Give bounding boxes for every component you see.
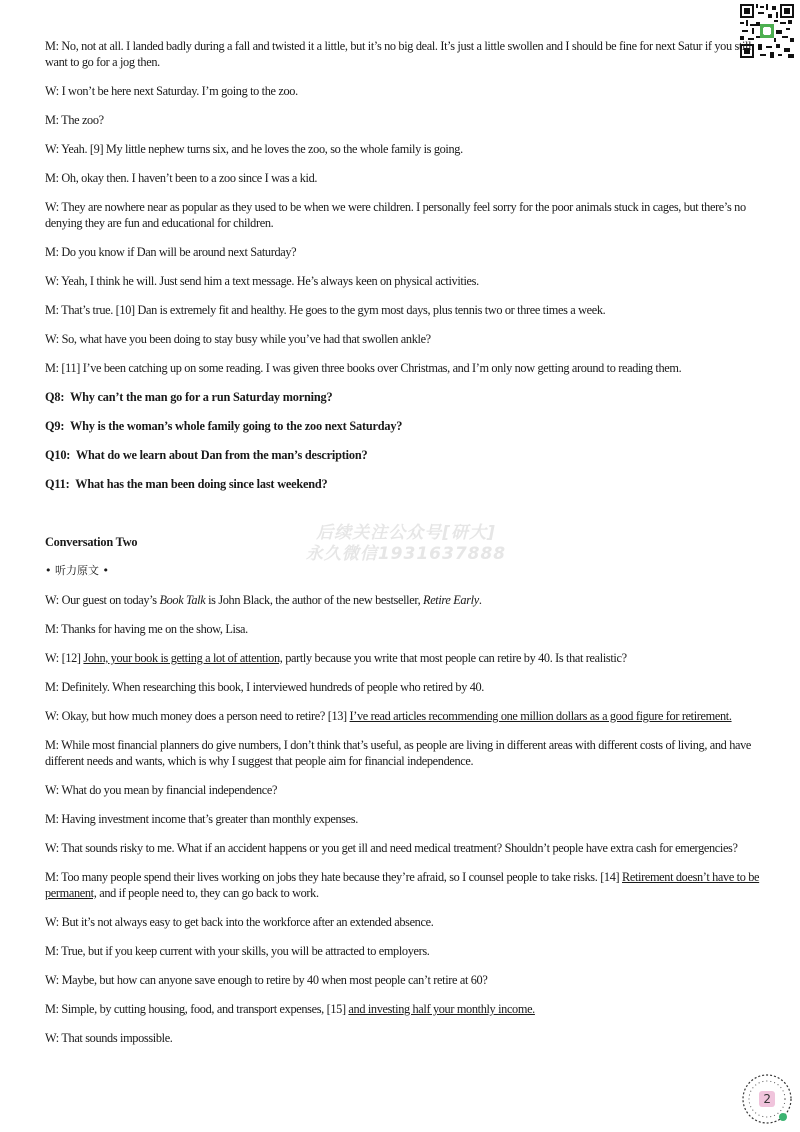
dialogue-line: M: That’s true. [10] Dan is extremely fit and healthy. He goes to the gym most days, plus tennis two or three times a week. — [45, 303, 606, 317]
dialogue-line: W: That sounds impossible. — [45, 1031, 173, 1045]
dialogue-line: M: Thanks for having me on the show, Lisa. — [45, 622, 248, 636]
question-text: What has the man been doing since last weekend? — [75, 477, 328, 491]
underlined-answer: and investing half your monthly income. — [348, 1002, 535, 1016]
question-number: Q9: — [45, 419, 65, 433]
text-segment: and if people need to, they can go back to work. — [96, 886, 319, 900]
dialogue-line: W: So, what have you been doing to stay busy while you’ve had that swollen ankle? — [45, 332, 431, 346]
dialogue-line: M: True, but if you keep current with your skills, you will be attracted to employers. — [45, 944, 430, 958]
text-segment: W: Okay, but how much money does a person need to retire? [13] — [45, 709, 350, 723]
question-number: Q11: — [45, 477, 70, 491]
dialogue-line: W: Yeah. [9] My little nephew turns six, and he loves the zoo, so the whole family is going. — [45, 142, 463, 156]
dialogue-line: W: What do you mean by financial independence? — [45, 783, 278, 797]
dialogue-line: M: Oh, okay then. I haven’t been to a zoo since I was a kid. — [45, 171, 318, 185]
page-number: 2 — [763, 1092, 771, 1106]
book-title: Retire Early — [423, 593, 479, 607]
underlined-answer: Retirement doesn’t have to be permanent, — [45, 870, 760, 900]
transcript-header: • 听力原文 • — [45, 564, 109, 577]
dialogue-line — [45, 708, 760, 724]
question-q9 — [45, 418, 760, 434]
dialogue-line: M: Definitely. When researching this book, I interviewed hundreds of people who retired by 40. — [45, 680, 485, 694]
question-q10 — [45, 447, 760, 463]
dialogue-line: M: No, not at all. I landed badly during a fall and twisted it a little, but it’s no big deal. It’s just a little swollen and I should be fine for next Satur if you still want to go for a jog then. — [45, 39, 752, 69]
watermark-line-2: 永久微信1931637888 — [305, 544, 507, 564]
dialogue-line: W: They are nowhere near as popular as they used to be when we were children. I personally feel sorry for the poor animals stuck in cages, but there’s no denying they are fun and educational for children. — [45, 200, 746, 230]
dialogue-line — [45, 869, 760, 901]
text-segment: partly because you write that most people can retire by 40. Is that realistic? — [282, 651, 627, 665]
question-q11 — [45, 476, 760, 492]
text-segment: is John Black, the author of the new bestseller, — [205, 593, 424, 607]
text-segment: M: Too many people spend their lives working on jobs they hate because they’re afraid, so I counsel people to take risks. [14] — [45, 870, 622, 884]
dialogue-line: M: The zoo? — [45, 113, 104, 127]
question-number: Q8: — [45, 390, 65, 404]
question-text: Why is the woman’s whole family going to the zoo next Saturday? — [69, 419, 403, 433]
page-number-badge-icon — [740, 1072, 794, 1126]
dialogue-line — [45, 650, 760, 666]
text-segment: W: Our guest on today’s — [45, 593, 160, 607]
underlined-answer: John, your book is getting a lot of attention, — [83, 651, 283, 665]
watermark-line-1: 后续关注公众号[研大] — [316, 523, 496, 543]
dialogue-line: M: While most financial planners do give numbers, I don’t think that’s useful, as people are living in different areas with different costs of living, and have different needs and wants, which is why I suggest that people aim for financial independence. — [45, 738, 752, 768]
underlined-answer: I’ve read articles recommending one million dollars as a good figure for retirement. — [349, 709, 732, 723]
dialogue-line: M: Having investment income that’s greater than monthly expenses. — [45, 812, 358, 826]
dialogue-line: W: That sounds risky to me. What if an accident happens or you get ill and need medical treatment? Shouldn’t people have extra cash for emergencies? — [45, 841, 738, 855]
dialogue-line: W: Yeah, I think he will. Just send him a text message. He’s always keen on physical activities. — [45, 274, 479, 288]
question-number: Q10: — [45, 448, 71, 462]
text-segment: M: Simple, by cutting housing, food, and transport expenses, [15] — [45, 1002, 349, 1016]
document-page — [45, 38, 760, 1046]
question-text: Why can’t the man go for a run Saturday morning? — [69, 390, 333, 404]
dialogue-line: W: I won’t be here next Saturday. I’m going to the zoo. — [45, 84, 298, 98]
dialogue-line: W: But it’s not always easy to get back into the workforce after an extended absence. — [45, 915, 434, 929]
dialogue-line — [45, 592, 760, 608]
text-segment: W: [12] — [45, 651, 84, 665]
show-name: Book Talk — [159, 593, 206, 607]
question-q8 — [45, 389, 760, 405]
dialogue-line: M: Do you know if Dan will be around next Saturday? — [45, 245, 297, 259]
section-title: Conversation Two — [45, 535, 138, 549]
text-segment: . — [478, 593, 482, 607]
question-text: What do we learn about Dan from the man’s description? — [75, 448, 368, 462]
dialogue-line: M: [11] I’ve been catching up on some reading. I was given three books over Christmas, and I’m only now getting around to reading them. — [45, 361, 682, 375]
dialogue-line — [45, 1001, 760, 1017]
dialogue-line: W: Maybe, but how can anyone save enough to retire by 40 when most people can’t retire at 60? — [45, 973, 488, 987]
